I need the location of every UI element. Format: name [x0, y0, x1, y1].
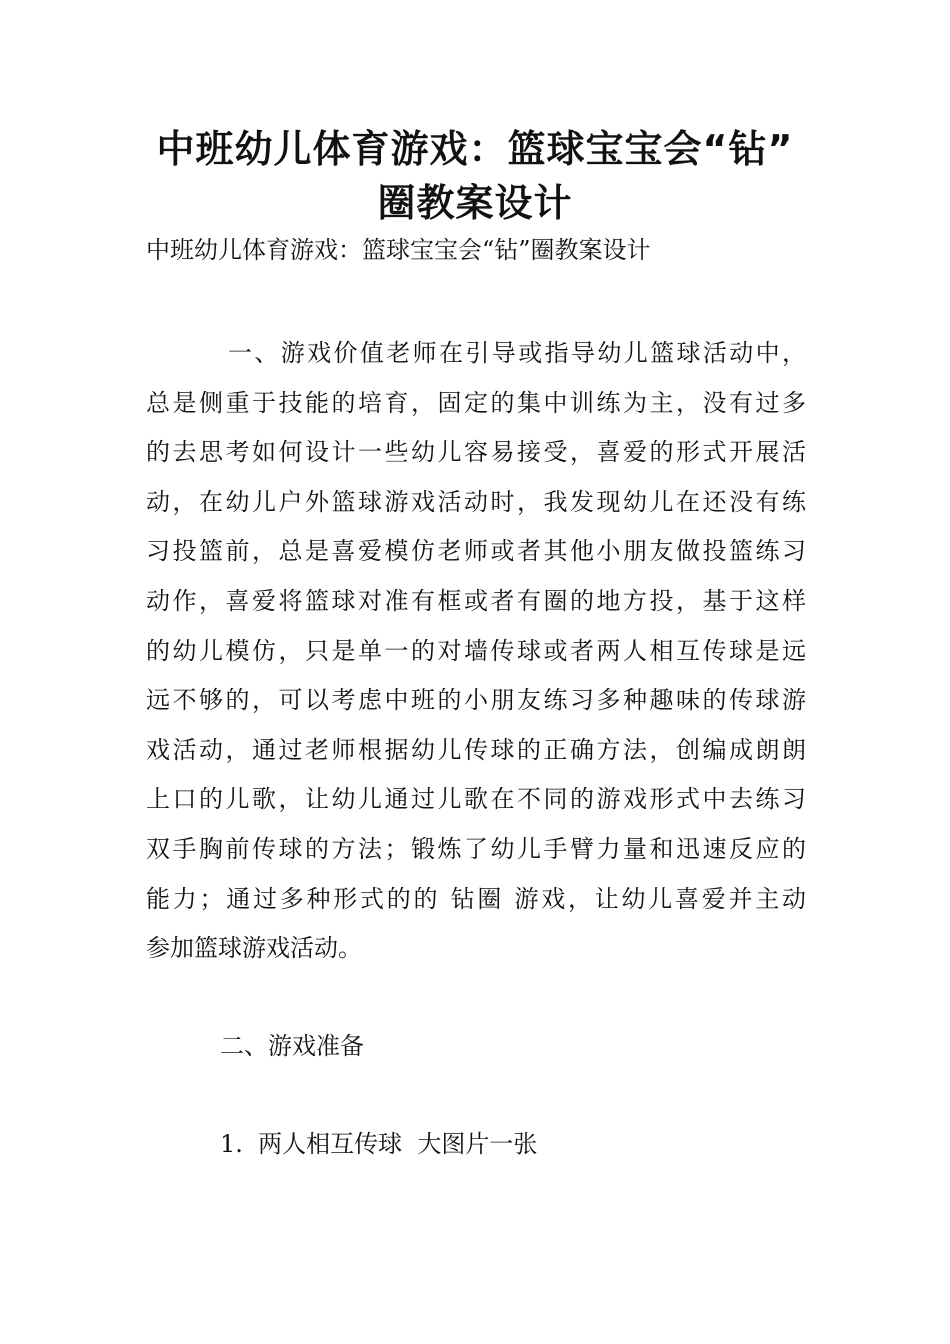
paragraph-line: 动作，喜爱将篮球对准有框或者有圈的地方投，基于这样	[146, 586, 806, 615]
paragraph-line: 上口的儿歌，让幼儿通过儿歌在不同的游戏形式中去练习	[146, 785, 806, 814]
paragraph-line: 戏活动，通过老师根据幼儿传球的正确方法，创编成朗朗	[146, 735, 806, 764]
section-1-paragraph	[146, 329, 806, 974]
list-item: 1. 两人相互传球 大图片一张	[220, 1130, 538, 1158]
paragraph-line: 动，在幼儿户外篮球游戏活动时，我发现幼儿在还没有练	[146, 487, 806, 516]
paragraph-line: 的幼儿模仿，只是单一的对墙传球或者两人相互传球是远	[146, 636, 806, 665]
paragraph-line: 能力；通过多种形式的的 钻圈 游戏，让幼儿喜爱并主动	[146, 884, 806, 913]
paragraph-line: 的去思考如何设计一些幼儿容易接受，喜爱的形式开展活	[146, 438, 806, 467]
paragraph-line: 双手胸前传球的方法；锻炼了幼儿手臂力量和迅速反应的	[146, 834, 806, 863]
section-2-heading: 二、游戏准备	[220, 1032, 364, 1060]
paragraph-line: 一、游戏价值老师在引导或指导幼儿篮球活动中，	[228, 339, 806, 367]
paragraph-line: 参加篮球游戏活动。	[146, 934, 362, 963]
document-title-line-1: 中班幼儿体育游戏：篮球宝宝会“钻”	[156, 127, 794, 171]
paragraph-line: 远不够的，可以考虑中班的小朋友练习多种趣味的传球游	[146, 686, 806, 715]
paragraph-line: 习投篮前，总是喜爱模仿老师或者其他小朋友做投篮练习	[146, 537, 806, 566]
paragraph-line: 总是侧重于技能的培育，固定的集中训练为主，没有过多	[146, 388, 806, 417]
document-subtitle: 中班幼儿体育游戏：篮球宝宝会“钻”圈教案设计	[146, 236, 651, 264]
document-title-line-2: 圈教案设计	[377, 181, 573, 225]
